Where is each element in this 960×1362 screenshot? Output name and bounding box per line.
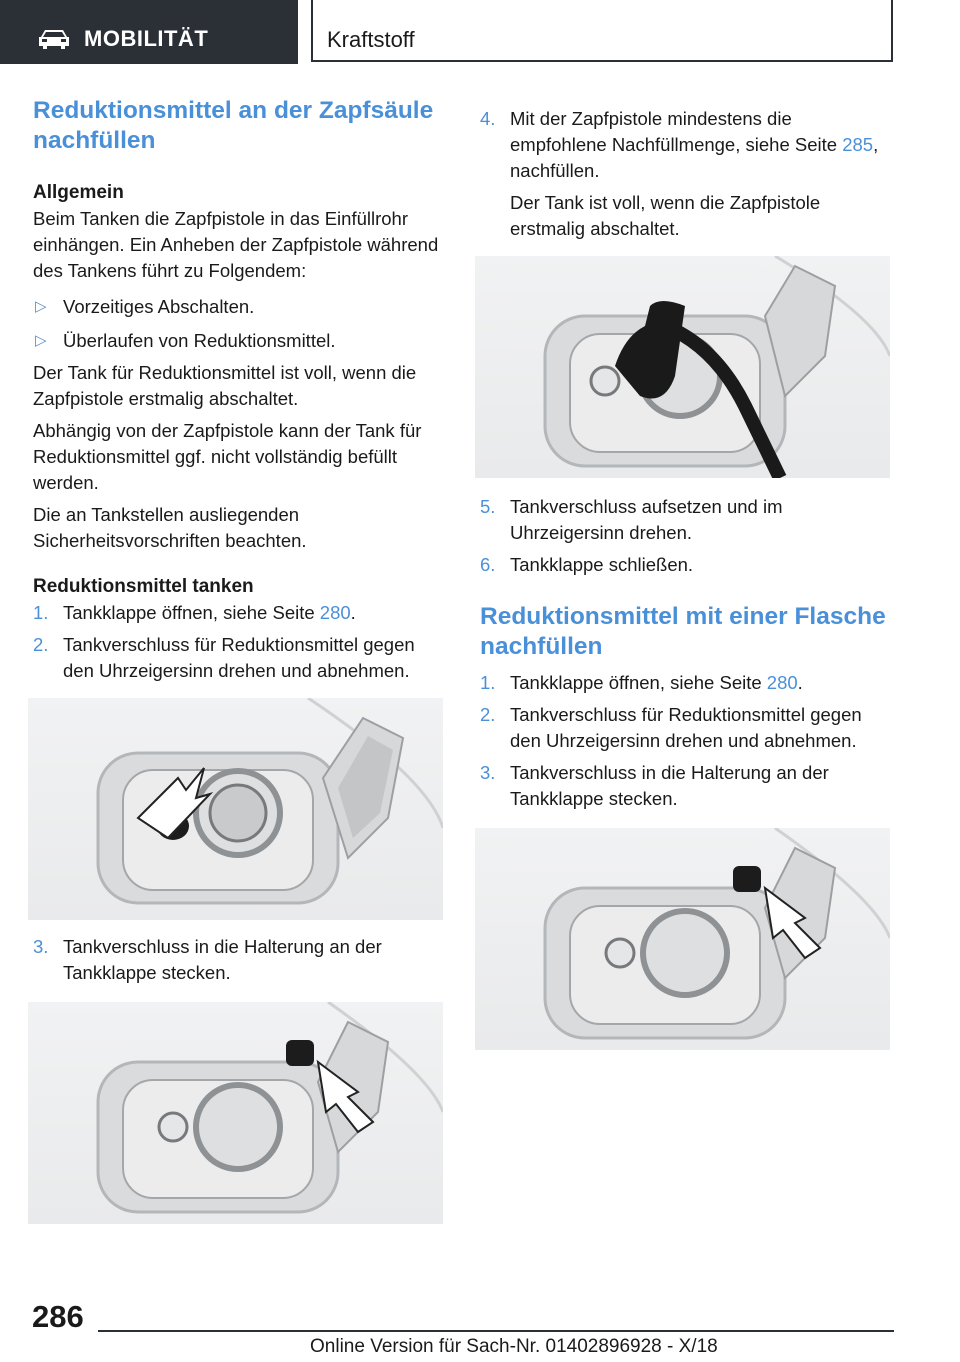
chapter-title: Kraftstoff (327, 27, 415, 52)
paragraph: Abhängig von der Zapfpistole kann der Tank für Reduktionsmittel ggf. nicht vollständig befüllt werden. (33, 420, 422, 493)
step-item: 3. Tankverschluss in die Halterung an der Tankklappe stecken. (33, 936, 382, 983)
paragraph: Beim Tanken die Zapfpistole in das Einfüllrohr einhängen. Ein Anheben der Zapfpistole während des Tankens führt zu Folgendem: (33, 208, 439, 281)
step-item: 3. Tankverschluss in die Halterung an der Tankklappe stecken. (480, 762, 829, 809)
triangle-right-icon: ▷ (35, 298, 47, 315)
list-item: ▷ Überlaufen von Reduktionsmittel. (33, 328, 443, 354)
step-item: 6. Tankklappe schließen. (480, 554, 694, 575)
subheading-refuel: Reduktionsmittel tanken (33, 576, 254, 597)
step-item: 4. Mit der Zapfpistole mindestens die empfohlene Nachfüllmenge, siehe Seite 285, nachfüllen. (480, 108, 879, 181)
fuel-door-illustration (28, 1002, 443, 1224)
step-item: 2. Tankverschluss für Reduktionsmittel gegen den Uhrzeigersinn drehen und abnehmen. (33, 634, 415, 681)
fuel-door-illustration (28, 698, 443, 920)
page-link[interactable]: 280 (766, 672, 798, 693)
paragraph: Die an Tankstellen ausliegenden Sicherheitsvorschriften beachten. (33, 504, 307, 551)
left-column (33, 96, 443, 1224)
figure-cap-holder-bottle (475, 828, 890, 1050)
figure-remove-cap (28, 698, 443, 920)
section-title: MOBILITÄT (84, 26, 209, 51)
figure-nozzle (475, 256, 890, 478)
right-column (480, 106, 892, 1050)
footer-text: Online Version für Sach-Nr. 01402896928 - X/18 (310, 1336, 718, 1357)
paragraph: Der Tank ist voll, wenn die Zapfpistole erstmalig abschaltet. (510, 192, 821, 239)
figure-cap-holder (28, 1002, 443, 1224)
step-item: 2. Tankverschluss für Reduktionsmittel gegen den Uhrzeigersinn drehen und abnehmen. (480, 704, 862, 751)
page-number: 286 (32, 1299, 84, 1334)
fuel-door-illustration (475, 828, 890, 1050)
section-tab-bar (0, 0, 298, 64)
chapter-header (311, 0, 893, 62)
step-item: 1. Tankklappe öffnen, siehe Seite 280. (33, 602, 356, 623)
nozzle-illustration (475, 256, 890, 478)
paragraph: Der Tank für Reduktionsmittel ist voll, wenn die Zapfpistole erstmalig abschaltet. (33, 362, 417, 409)
list-item: ▷ Vorzeitiges Abschalten. (33, 294, 443, 320)
triangle-right-icon: ▷ (35, 332, 47, 349)
step-item: 5. Tankverschluss aufsetzen und im Uhrzeigersinn drehen. (480, 496, 783, 543)
subheading-general: Allgemein (33, 182, 124, 203)
section-heading: Reduktionsmittel mit einer Flasche nachfüllen (480, 603, 886, 660)
footer-divider (98, 1330, 894, 1332)
section-heading: Reduktionsmittel an der Zapfsäule nachfüllen (33, 97, 434, 154)
page-link[interactable]: 285 (842, 134, 874, 155)
step-item: 1. Tankklappe öffnen, siehe Seite 280. (480, 672, 803, 693)
page-link[interactable]: 280 (319, 602, 351, 623)
car-icon (38, 28, 70, 50)
